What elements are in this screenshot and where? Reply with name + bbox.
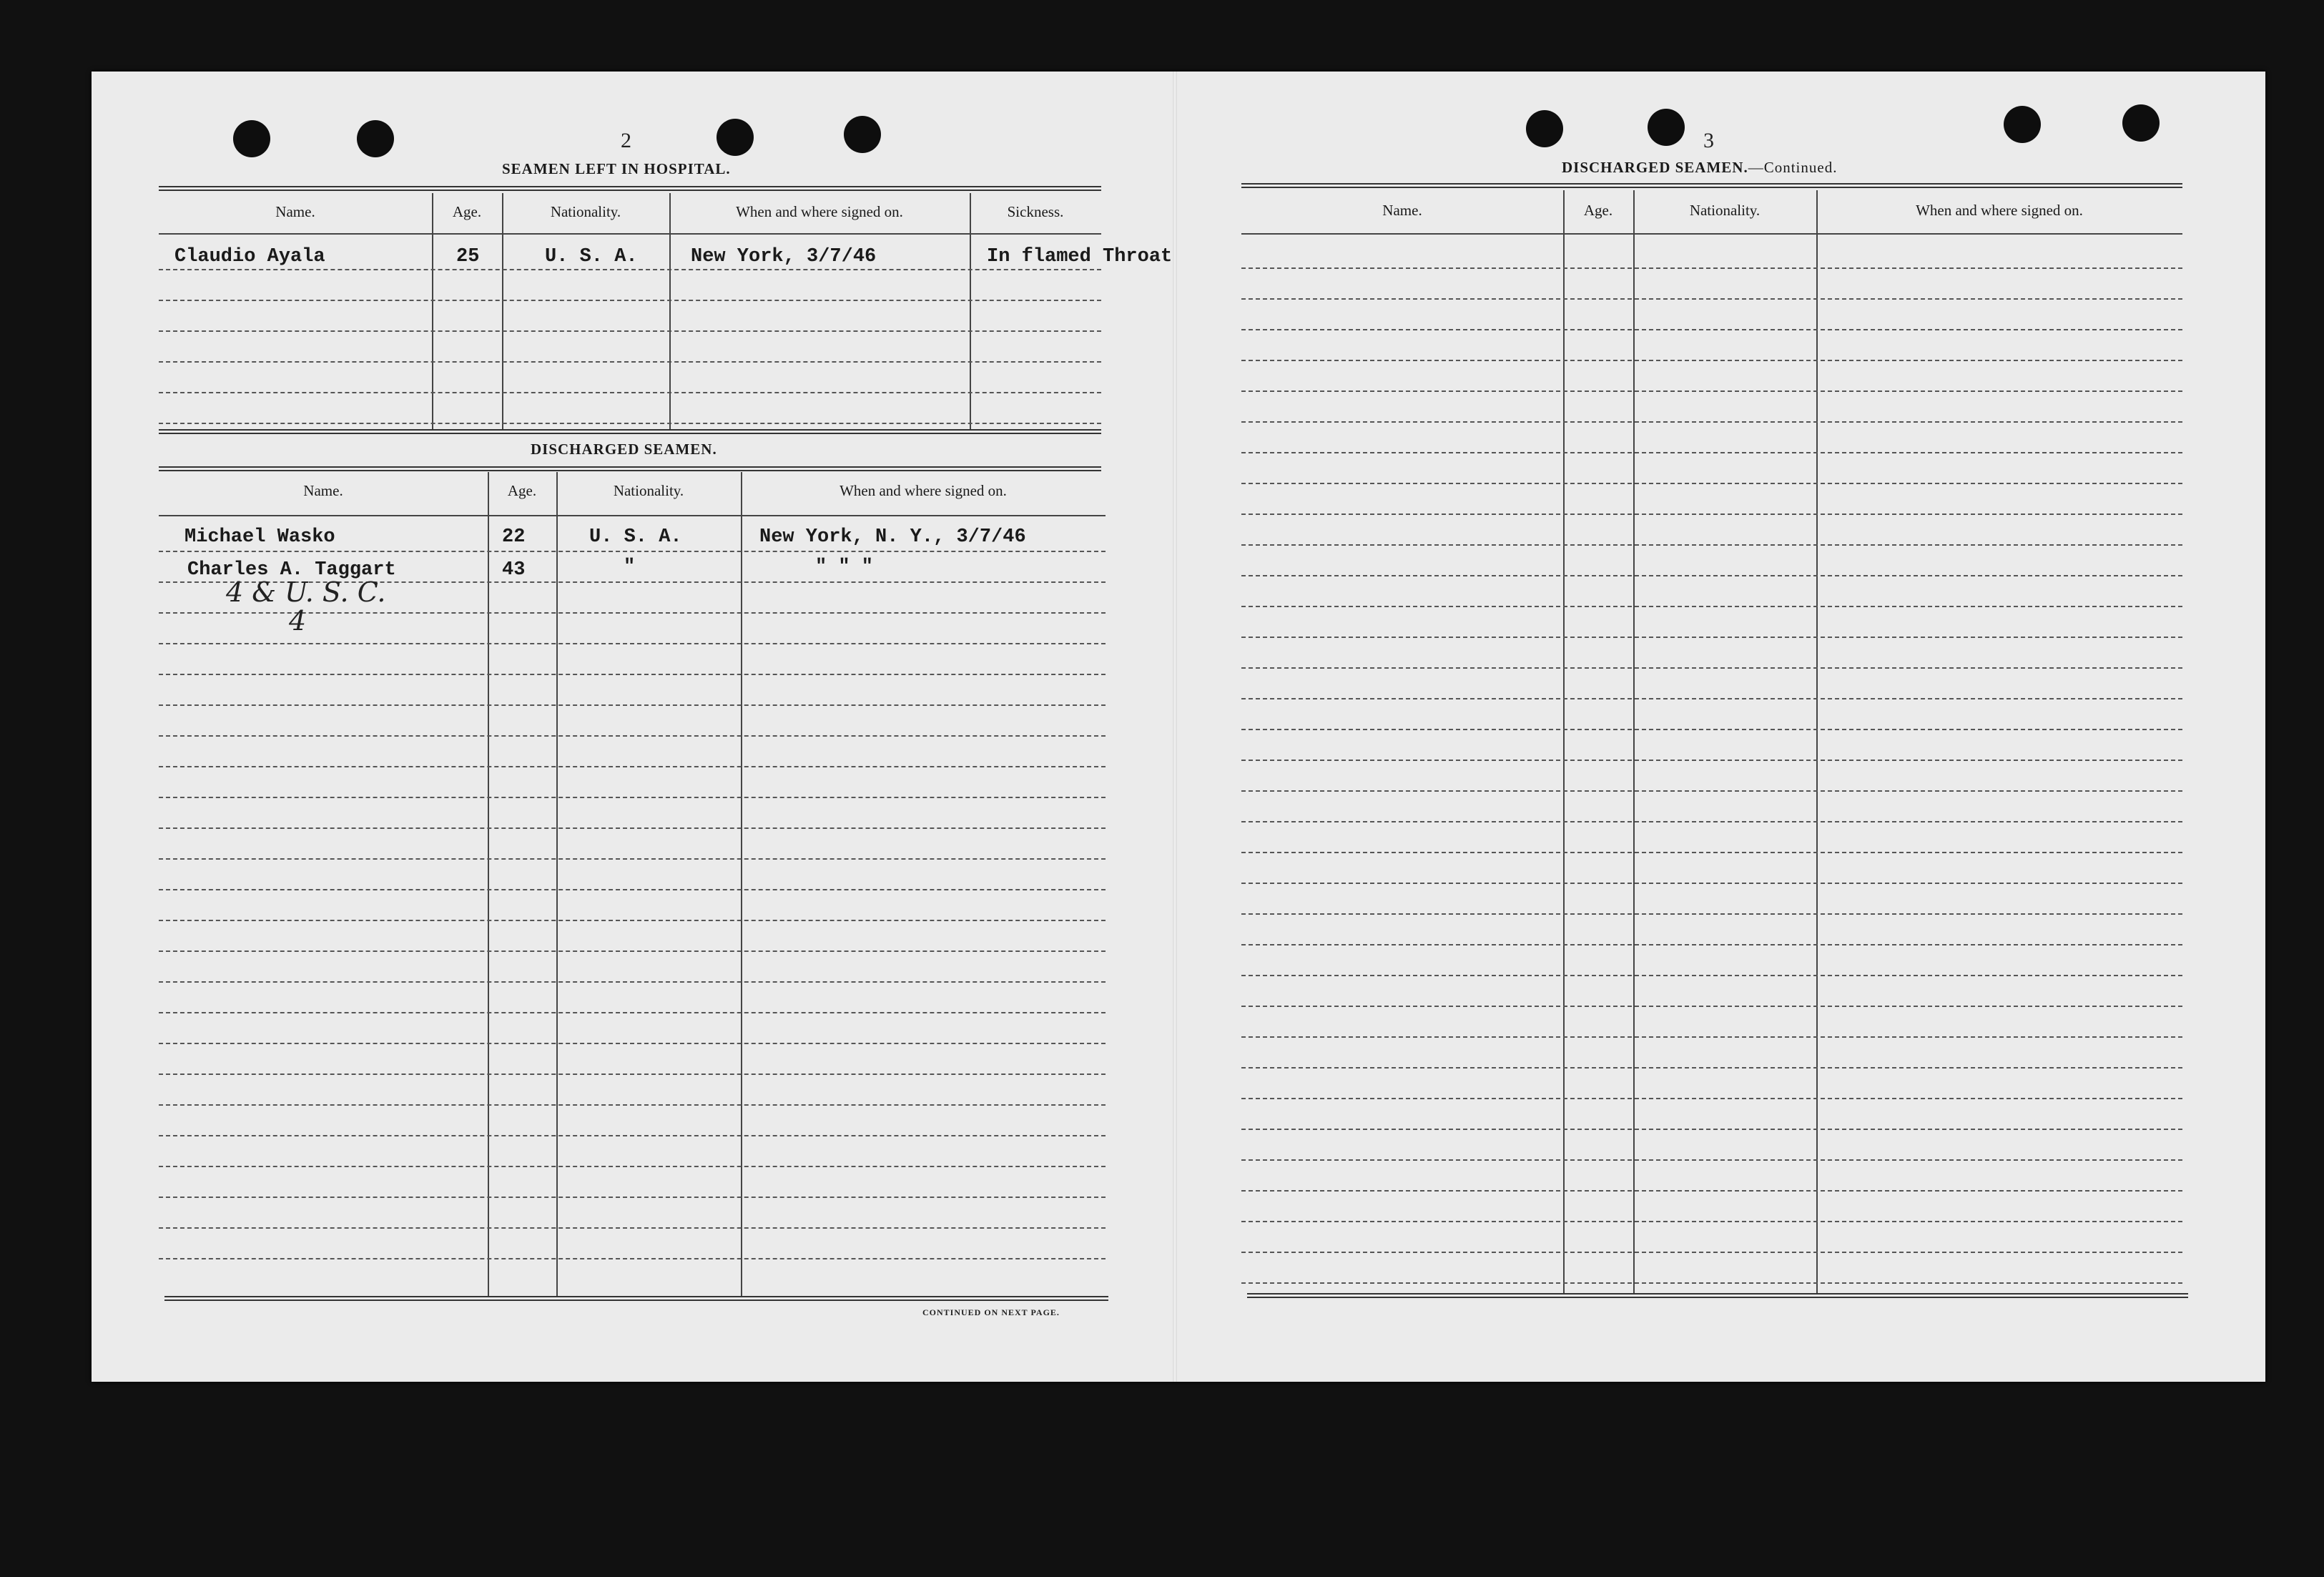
hospital-header-signed-on: When and where signed on. [736, 203, 903, 220]
ruled-line [1241, 390, 2182, 392]
right-header-age: Age. [1583, 202, 1613, 219]
ruled-line [159, 858, 1106, 860]
ruled-line [1241, 1282, 2182, 1284]
ruled-line [1241, 298, 2182, 300]
discharged-header-signed-on: When and where signed on. [840, 482, 1007, 499]
ruled-line [1241, 729, 2182, 730]
right-header-nationality: Nationality. [1689, 202, 1761, 219]
discharged-row-signed-on: " " " [815, 556, 874, 578]
discharged-row-name: Michael Wasko [184, 526, 335, 548]
right-section-title-suffix: —Continued. [1748, 159, 1838, 176]
ruled-line [1241, 483, 2182, 484]
ruled-line [159, 361, 1101, 363]
ruled-line [159, 330, 1101, 332]
continued-note: CONTINUED ON NEXT PAGE. [922, 1307, 1060, 1317]
discharged-top-rule [159, 466, 1101, 471]
discharged-row-age: 22 [502, 526, 526, 548]
ruled-line [159, 766, 1106, 767]
hospital-header-nationality: Nationality. [550, 203, 621, 220]
right-top-rule [1241, 183, 2182, 188]
ruled-line [1241, 760, 2182, 761]
ruled-line [159, 1135, 1106, 1136]
ruled-line [1241, 1067, 2182, 1068]
hospital-header-sickness: Sickness. [1007, 203, 1064, 220]
ruled-line [159, 551, 1106, 552]
hospital-col-divider [432, 193, 433, 429]
hospital-top-rule [159, 186, 1101, 191]
right-header-rule [1241, 233, 2182, 235]
discharged-col-divider [556, 472, 558, 1296]
hospital-section-title: SEAMEN LEFT IN HOSPITAL. [502, 160, 731, 177]
ruled-line [159, 889, 1106, 890]
discharged-header-age: Age. [507, 482, 537, 499]
ruled-line [159, 704, 1106, 706]
discharged-row-nationality: U. S. A. [589, 526, 682, 548]
ruled-line [159, 797, 1106, 798]
ruled-line [1241, 329, 2182, 330]
hospital-header-name: Name. [275, 203, 315, 220]
ruled-line [159, 423, 1101, 424]
page-number-right: 3 [1703, 129, 1714, 152]
ruled-line [1241, 883, 2182, 884]
ruled-line [1241, 514, 2182, 515]
ruled-line [1241, 852, 2182, 853]
ruled-line [159, 1074, 1106, 1075]
ruled-line [159, 1043, 1106, 1044]
ruled-line [1241, 1129, 2182, 1130]
ruled-line [159, 827, 1106, 829]
right-col-divider [1563, 190, 1565, 1293]
ruled-line [159, 1227, 1106, 1229]
ruled-line [1241, 975, 2182, 976]
ruled-line [159, 1166, 1106, 1167]
hospital-row-signed-on: New York, 3/7/46 [691, 246, 877, 267]
discharged-row-name: Charles A. Taggart [187, 559, 396, 581]
ruled-line [1241, 575, 2182, 576]
right-section-title-main: DISCHARGED SEAMEN. [1562, 159, 1748, 176]
punch-hole [844, 116, 881, 153]
ruled-line [159, 950, 1106, 952]
discharged-section-title: DISCHARGED SEAMEN. [531, 441, 717, 458]
ruled-line [1241, 544, 2182, 546]
discharged-row-age: 43 [502, 559, 526, 581]
hospital-col-divider [502, 193, 503, 429]
ruled-line [159, 392, 1101, 393]
ruled-line [1241, 1036, 2182, 1038]
handwritten-count: 4 [289, 605, 307, 637]
right-header-name: Name. [1382, 202, 1422, 219]
ruled-line [1241, 421, 2182, 423]
ruled-line [1241, 1159, 2182, 1161]
ruled-line [1241, 1221, 2182, 1222]
hospital-col-divider [970, 193, 971, 429]
right-col-divider [1633, 190, 1635, 1293]
hospital-row-name: Claudio Ayala [174, 246, 325, 267]
ruled-line [159, 1012, 1106, 1013]
discharged-header-name: Name. [303, 482, 343, 499]
ruled-line [159, 643, 1106, 644]
ruled-line [1241, 637, 2182, 638]
ruled-line [1241, 267, 2182, 269]
ruled-line [1241, 698, 2182, 699]
ruled-line [1241, 1190, 2182, 1192]
punch-hole [2122, 104, 2160, 142]
hospital-header-age: Age. [452, 203, 482, 220]
ruled-line [1241, 606, 2182, 607]
ruled-line [159, 300, 1101, 301]
handwritten-note: 4 & U. S. C. [226, 576, 386, 608]
ruled-line [1241, 1252, 2182, 1253]
right-header-signed-on: When and where signed on. [1916, 202, 2083, 219]
ruled-line [1241, 360, 2182, 361]
punch-hole [1648, 109, 1685, 146]
punch-hole [1526, 110, 1563, 147]
ruled-line [1241, 452, 2182, 453]
ruled-line [159, 1258, 1106, 1259]
discharged-header-nationality: Nationality. [613, 482, 684, 499]
hospital-row-age: 25 [456, 246, 480, 267]
hospital-row-nationality: U. S. A. [545, 246, 638, 267]
hospital-row-sickness: In flamed Throat [987, 246, 1173, 267]
ruled-line [159, 269, 1101, 270]
punch-hole [233, 120, 270, 157]
ruled-line [1241, 944, 2182, 945]
discharged-bottom-rule [164, 1296, 1108, 1301]
ruled-line [159, 920, 1106, 921]
ruled-line [1241, 790, 2182, 792]
discharged-header-rule [159, 515, 1106, 516]
ruled-line [1241, 821, 2182, 822]
punch-hole [2004, 106, 2041, 143]
discharged-row-nationality: " [624, 556, 636, 578]
page-fold [1173, 72, 1177, 1382]
punch-hole [357, 120, 394, 157]
discharged-row-signed-on: New York, N. Y., 3/7/46 [759, 526, 1026, 548]
right-col-divider [1816, 190, 1818, 1293]
discharged-col-divider [488, 472, 489, 1296]
ruled-line [159, 1197, 1106, 1198]
ruled-line [1241, 667, 2182, 669]
ruled-line [1241, 1006, 2182, 1007]
ruled-line [159, 1104, 1106, 1106]
ruled-line [159, 735, 1106, 737]
ruled-line [1241, 913, 2182, 915]
hospital-col-divider [669, 193, 671, 429]
ruled-line [1241, 1098, 2182, 1099]
page-number-left: 2 [621, 129, 631, 152]
ruled-line [159, 674, 1106, 675]
punch-hole [717, 119, 754, 156]
ruled-line [159, 981, 1106, 983]
hospital-header-rule [159, 233, 1101, 235]
right-bottom-rule [1247, 1293, 2188, 1298]
right-section-title [1562, 159, 1837, 177]
discharged-col-divider [741, 472, 742, 1296]
hospital-bottom-rule [159, 429, 1101, 434]
